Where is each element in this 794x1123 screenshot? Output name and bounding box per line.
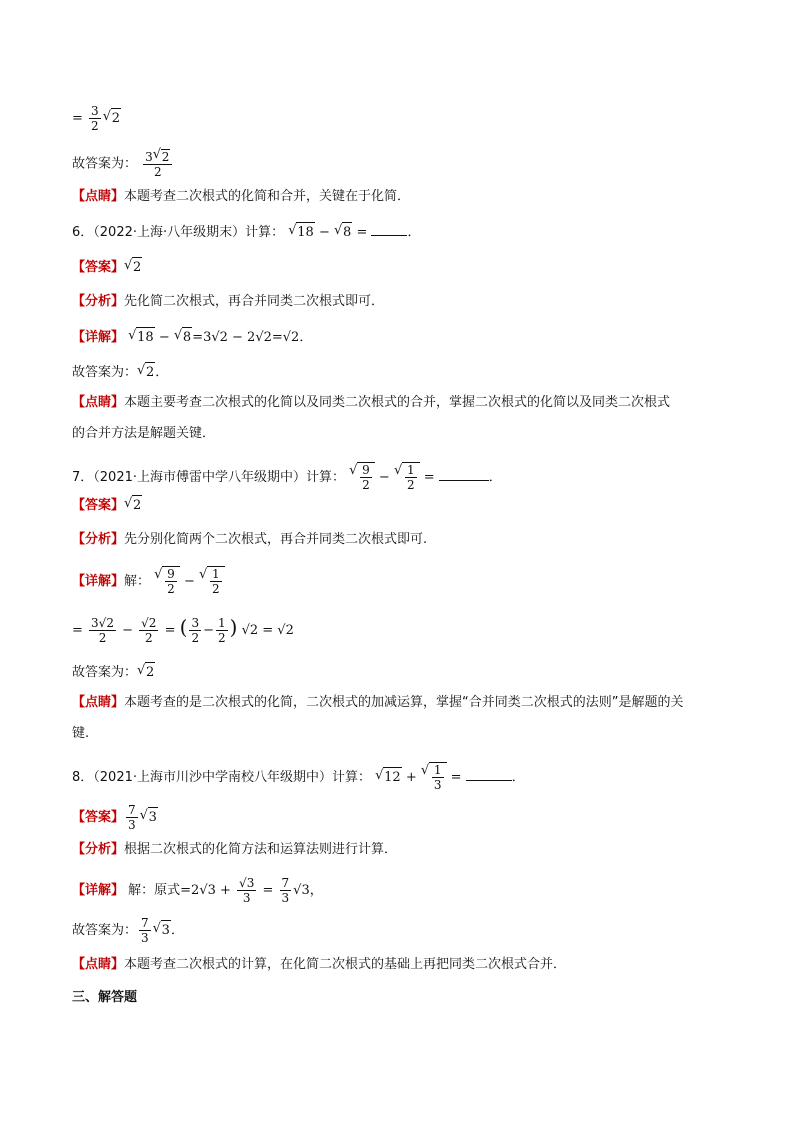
radicand: 18 bbox=[296, 222, 315, 243]
q8-comment bbox=[72, 955, 566, 975]
denominator: 3 bbox=[141, 931, 149, 945]
fraction bbox=[139, 616, 158, 645]
q7-comment-cont bbox=[72, 724, 89, 744]
comment-tag: 【点睛】 bbox=[72, 395, 125, 410]
analysis-tag: 【分析】 bbox=[72, 532, 125, 547]
q7-comment bbox=[72, 693, 684, 713]
coefficient: 3 bbox=[145, 150, 153, 164]
answer-tag: 【答案】 bbox=[72, 260, 125, 275]
sqrt bbox=[140, 807, 158, 828]
expression bbox=[375, 763, 466, 792]
step-tail: √2 = √2 bbox=[241, 623, 294, 638]
denominator: 2 bbox=[191, 631, 200, 645]
q7-detail bbox=[72, 566, 225, 596]
radicand: 8 bbox=[182, 327, 192, 348]
fraction bbox=[210, 567, 222, 596]
minus-sign: − bbox=[158, 330, 170, 345]
detail-prefix: 解： bbox=[124, 574, 151, 589]
q8-answer bbox=[72, 803, 158, 832]
denominator: 2 bbox=[167, 582, 175, 596]
numerator: √ 1 bbox=[406, 463, 415, 477]
expression bbox=[128, 330, 312, 345]
equals-sign: = bbox=[450, 770, 462, 785]
numerator: √ 1 bbox=[433, 763, 442, 777]
radicand: 2 bbox=[111, 108, 121, 129]
period: ． bbox=[170, 923, 184, 938]
analysis-tag: 【分析】 bbox=[72, 842, 125, 857]
radicand: 2 bbox=[145, 662, 155, 683]
radicand bbox=[357, 462, 375, 492]
numerator: 7 bbox=[128, 803, 136, 817]
detail-tag: 【详解】 bbox=[72, 330, 125, 345]
numerator: √ 9 bbox=[167, 567, 175, 581]
sqrt bbox=[334, 222, 352, 243]
equals-sign: = bbox=[262, 883, 274, 898]
q7-answer bbox=[72, 495, 142, 516]
radicand: 2 bbox=[145, 362, 155, 383]
expression bbox=[154, 567, 224, 596]
q7-steps bbox=[72, 616, 294, 645]
sqrt bbox=[154, 566, 180, 596]
radicand: 18 bbox=[136, 327, 155, 348]
answer-label: 故答案为： bbox=[72, 365, 138, 380]
comment-text: 本题考查的是二次根式的化简，二次根式的加减运算，掌握“合并同类二次根式的法则”是解题的关 bbox=[124, 695, 684, 710]
radicand: 12 bbox=[383, 767, 402, 788]
fraction bbox=[280, 876, 292, 905]
fraction bbox=[360, 463, 372, 492]
minus-sign: − bbox=[378, 470, 390, 485]
comment-text: 本题考查二次根式的计算，在化简二次根式的基础上再把同类二次根式合并． bbox=[124, 957, 567, 972]
radicand bbox=[402, 462, 420, 492]
answer-label: 故答案为： bbox=[72, 923, 138, 938]
detail-text: =3√2 − 2√2=√2． bbox=[192, 330, 313, 345]
denominator: 2 bbox=[144, 631, 153, 645]
numerator: 7 bbox=[281, 876, 290, 890]
fraction bbox=[89, 104, 101, 133]
numerator bbox=[143, 149, 172, 165]
detail-prefix: 解：原式=2√3 + bbox=[128, 883, 231, 898]
sqrt bbox=[128, 327, 155, 348]
denominator: 2 bbox=[212, 582, 220, 596]
answer-tag: 【答案】 bbox=[72, 810, 125, 825]
question-8 bbox=[72, 762, 525, 792]
numerator: √2 bbox=[141, 616, 157, 630]
analysis-text: 根据二次根式的化简方法和运算法则进行计算． bbox=[124, 842, 398, 857]
sqrt bbox=[103, 108, 121, 129]
question-number: 7． bbox=[72, 470, 94, 485]
sqrt bbox=[124, 495, 142, 516]
fraction bbox=[165, 567, 177, 596]
analysis-text: 先分别化简两个二次根式，再合并同类二次根式即可. bbox=[124, 532, 428, 547]
detail-tail: √3， bbox=[293, 883, 323, 898]
denominator: 3 bbox=[433, 778, 442, 792]
sqrt bbox=[421, 762, 447, 792]
fraction bbox=[126, 803, 138, 832]
period: ． bbox=[488, 470, 502, 485]
q8-detail bbox=[72, 876, 323, 905]
radicand: 8 bbox=[342, 222, 352, 243]
section-title bbox=[72, 988, 137, 1008]
sqrt bbox=[349, 462, 375, 492]
comment-tag: 【点睛】 bbox=[72, 189, 125, 204]
radicand bbox=[162, 566, 180, 596]
answer-blank bbox=[466, 768, 512, 781]
comment-tag: 【点睛】 bbox=[72, 957, 125, 972]
question-source: （2021·上海市傅雷中学八年级期中）计算： bbox=[93, 470, 345, 485]
q6-answer bbox=[72, 257, 142, 278]
fraction bbox=[216, 616, 228, 645]
period: ． bbox=[155, 365, 169, 380]
fraction bbox=[189, 616, 201, 645]
answer-label: 故答案为： bbox=[72, 156, 138, 172]
equals-sign: = bbox=[164, 623, 176, 638]
denominator: 2 bbox=[91, 119, 99, 133]
expression bbox=[349, 463, 439, 492]
answer-blank bbox=[371, 223, 407, 236]
numerator: √ 1 bbox=[212, 567, 220, 581]
sqrt bbox=[153, 149, 171, 164]
comment-text: 键. bbox=[72, 726, 90, 741]
answer-label: 故答案为： bbox=[72, 665, 138, 680]
period: ． bbox=[511, 770, 525, 785]
radicand: 2 bbox=[161, 150, 170, 164]
denominator: 2 bbox=[362, 478, 370, 492]
section-heading: 三、解答题 bbox=[72, 990, 138, 1005]
question-number: 8． bbox=[72, 770, 94, 785]
comment-text: 本题考查二次根式的化简和合并，关键在于化简． bbox=[124, 189, 411, 204]
q6-detail bbox=[72, 327, 312, 348]
equals-sign: = bbox=[72, 111, 83, 126]
detail-tag: 【详解】 bbox=[72, 574, 125, 589]
comment-line bbox=[72, 187, 410, 207]
expression bbox=[128, 876, 323, 905]
q8-final bbox=[72, 916, 184, 945]
analysis-text: 先化简二次根式，再合并同类二次根式即可． bbox=[124, 294, 385, 309]
expression bbox=[288, 225, 371, 240]
minus-sign: − bbox=[122, 623, 134, 638]
comment-text: 的合并方法是解题关键． bbox=[72, 426, 216, 441]
question-source: （2021·上海市川沙中学南校八年级期中）计算： bbox=[93, 770, 371, 785]
comment-tag: 【点睛】 bbox=[72, 695, 125, 710]
q6-comment-cont bbox=[72, 424, 215, 444]
radicand bbox=[207, 566, 225, 596]
answer-tag: 【答案】 bbox=[72, 498, 125, 513]
radicand: 2 bbox=[132, 495, 142, 516]
denominator: 3 bbox=[128, 818, 136, 832]
radicand: 2 bbox=[132, 257, 142, 278]
answer-line bbox=[72, 149, 174, 179]
radicand bbox=[429, 762, 447, 792]
numerator: 3 bbox=[191, 616, 200, 630]
q6-final bbox=[72, 362, 168, 383]
numerator: 7 bbox=[141, 916, 149, 930]
sqrt bbox=[394, 462, 420, 492]
denominator: 2 bbox=[217, 631, 226, 645]
q8-analysis bbox=[72, 840, 397, 860]
sqrt bbox=[124, 257, 142, 278]
sqrt bbox=[153, 920, 171, 941]
comment-text: 本题主要考查二次根式的化简以及同类二次根式的合并，掌握二次根式的化简以及同类二次根式 bbox=[124, 395, 671, 410]
question-6 bbox=[72, 222, 421, 243]
numerator: 1 bbox=[217, 616, 226, 630]
q6-analysis bbox=[72, 292, 384, 312]
numerator: √3 bbox=[239, 876, 255, 890]
fraction bbox=[89, 616, 116, 645]
radicand: 3 bbox=[148, 807, 158, 828]
denominator: 2 bbox=[98, 631, 107, 645]
denominator: 3 bbox=[242, 891, 251, 905]
sqrt bbox=[199, 566, 225, 596]
period: ． bbox=[407, 225, 421, 240]
equals-sign: = bbox=[72, 623, 83, 638]
answer-blank bbox=[439, 468, 489, 481]
sqrt bbox=[174, 327, 192, 348]
sqrt bbox=[375, 767, 402, 788]
analysis-tag: 【分析】 bbox=[72, 294, 125, 309]
denominator: 3 bbox=[281, 891, 290, 905]
radicand: 3 bbox=[161, 920, 171, 941]
question-source: （2022·上海·八年级期末）计算： bbox=[93, 225, 285, 240]
q6-comment bbox=[72, 393, 670, 413]
fraction bbox=[139, 916, 151, 945]
equals-sign: = bbox=[423, 470, 435, 485]
minus-sign: − bbox=[203, 623, 214, 638]
plus-sign: + bbox=[405, 770, 417, 785]
fraction bbox=[143, 149, 172, 179]
numerator: √ 9 bbox=[362, 463, 370, 477]
left-paren: ( bbox=[179, 615, 188, 639]
result-line bbox=[72, 104, 121, 133]
minus-sign: − bbox=[318, 225, 330, 240]
equals-sign: = bbox=[356, 225, 368, 240]
sqrt bbox=[137, 362, 155, 383]
fraction bbox=[405, 463, 417, 492]
minus-sign: − bbox=[183, 574, 195, 589]
numerator: 3 bbox=[91, 104, 99, 118]
fraction bbox=[237, 876, 256, 905]
sqrt bbox=[137, 662, 155, 683]
denominator: 2 bbox=[153, 165, 162, 179]
denominator: 2 bbox=[406, 478, 415, 492]
q7-analysis bbox=[72, 530, 427, 550]
sqrt bbox=[288, 222, 315, 243]
fraction bbox=[432, 763, 444, 792]
numerator: 3√2 bbox=[91, 616, 114, 630]
detail-tag: 【详解】 bbox=[72, 883, 125, 898]
right-paren: ) bbox=[229, 615, 238, 639]
question-number: 6． bbox=[72, 225, 94, 240]
question-7 bbox=[72, 462, 502, 492]
q7-final bbox=[72, 662, 155, 683]
